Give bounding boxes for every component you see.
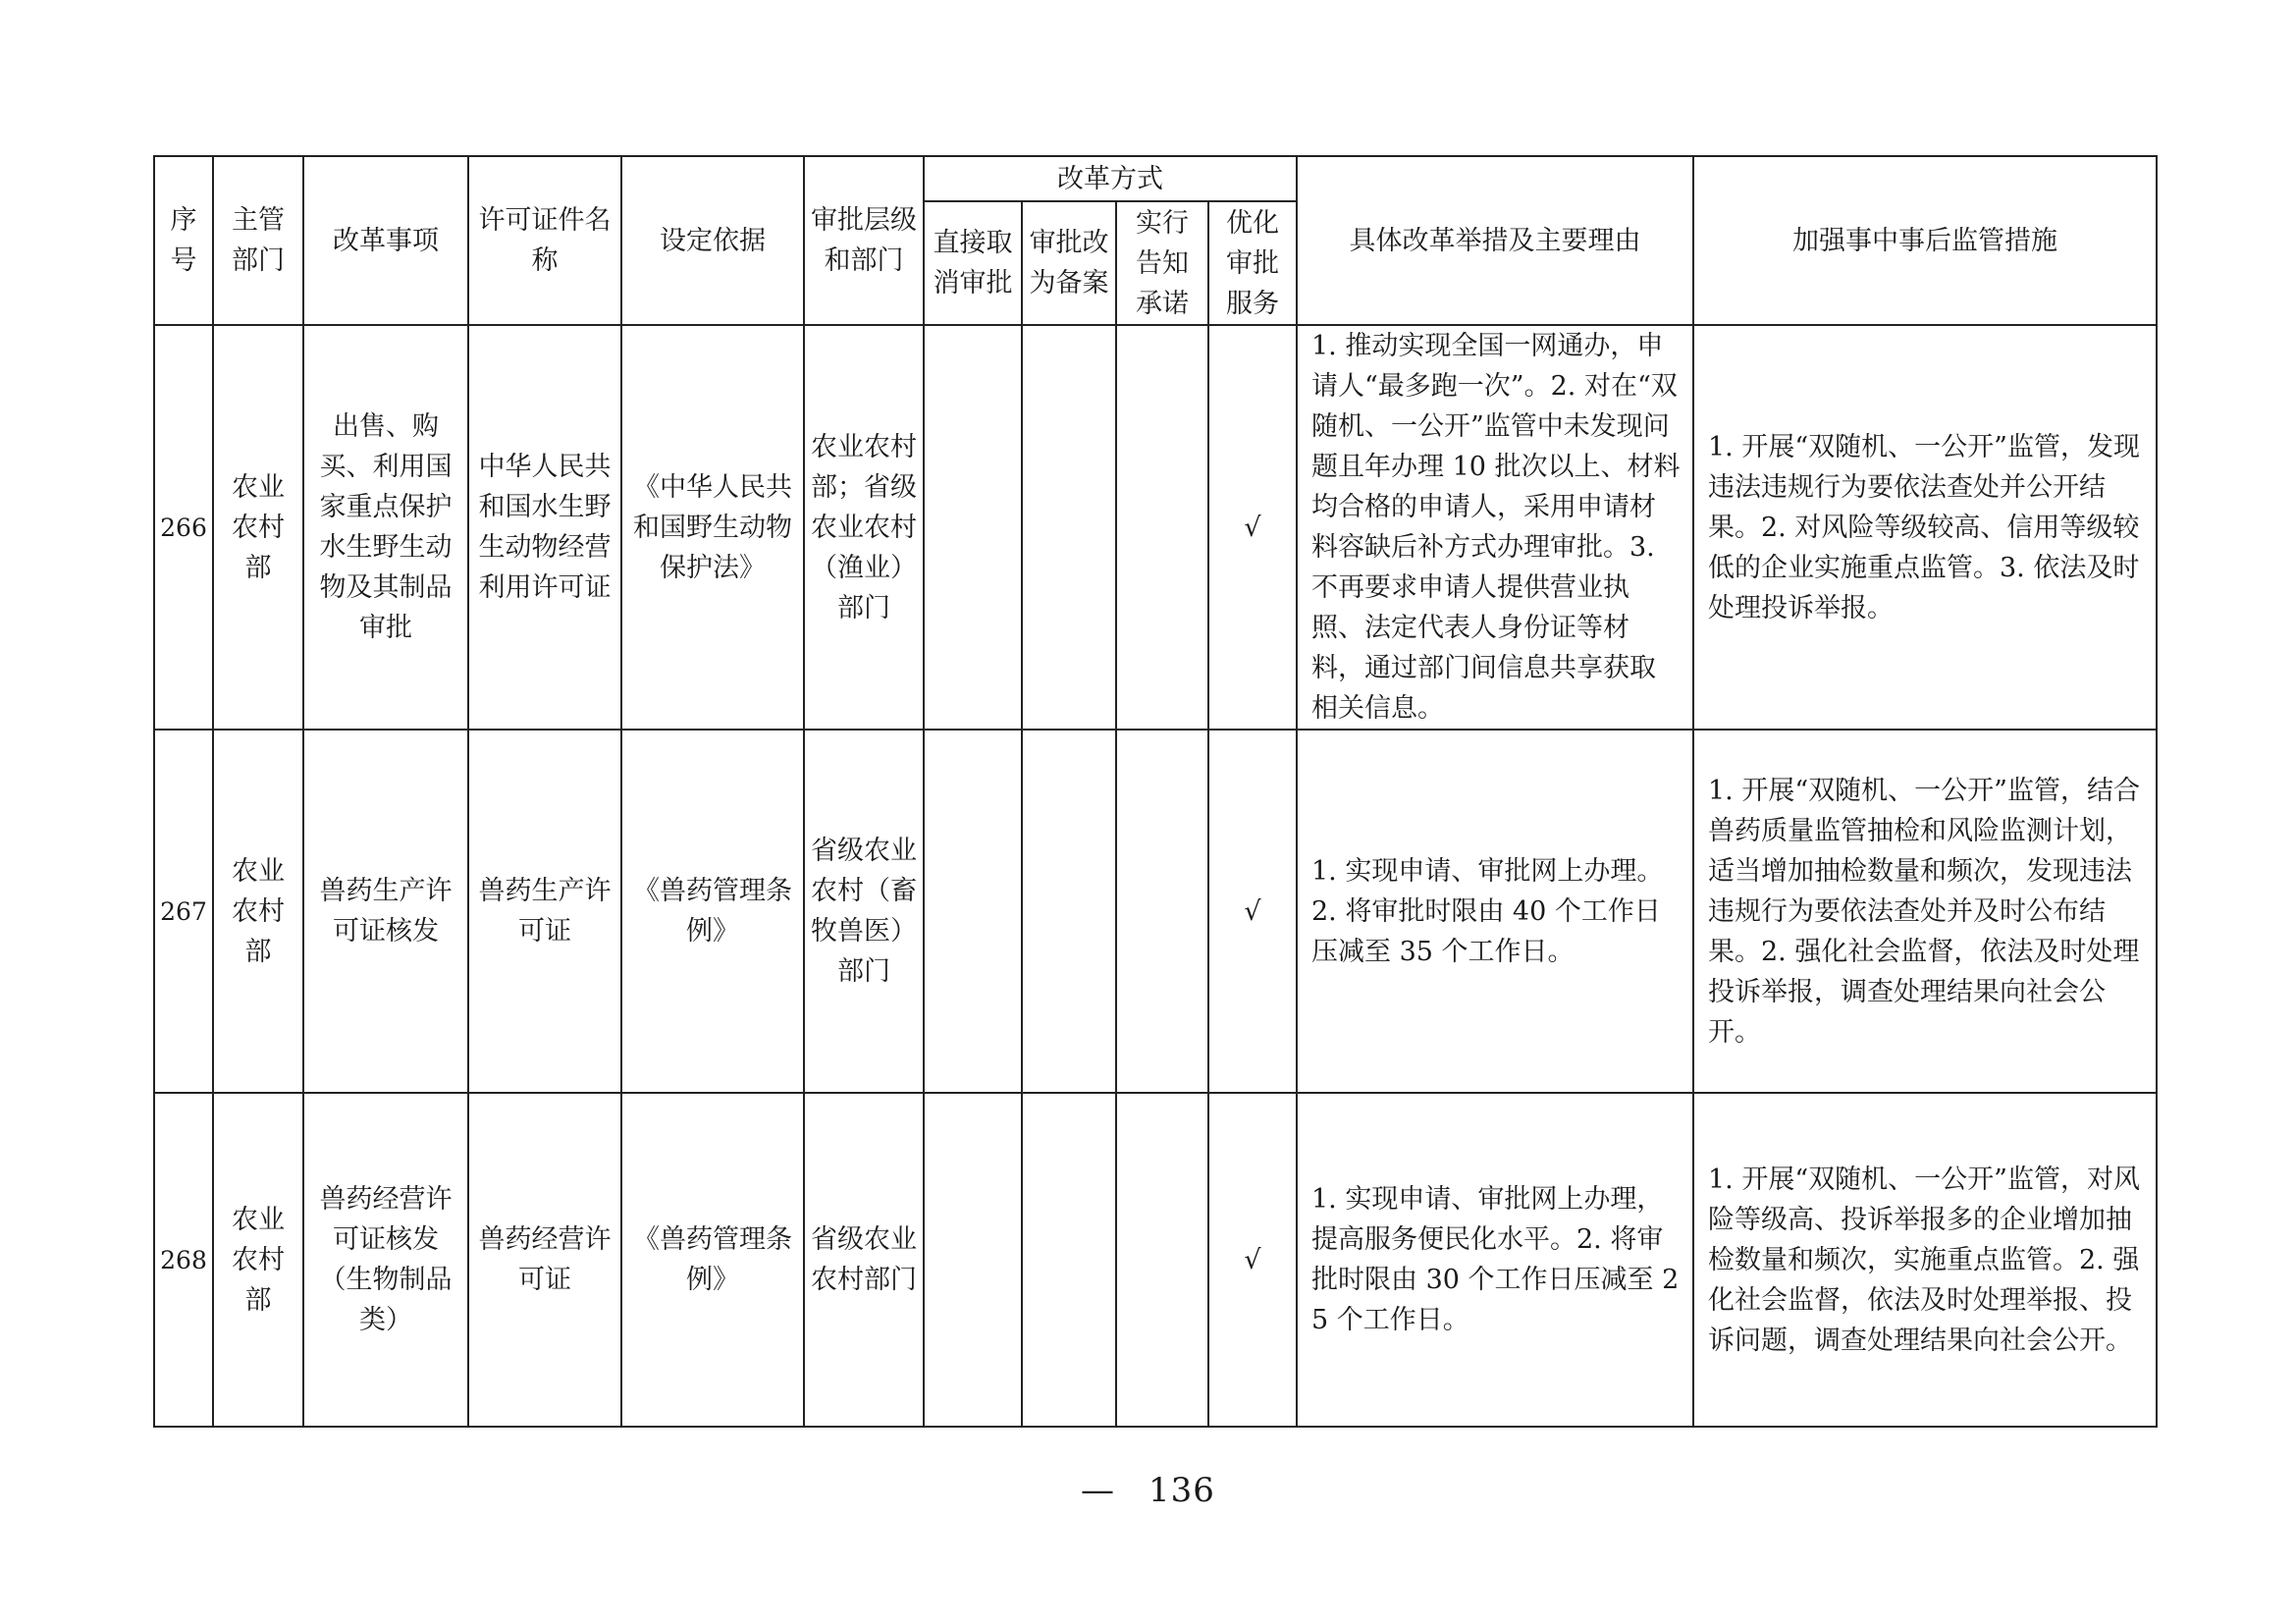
row-basis: 《兽药管理条例》 (621, 1093, 804, 1427)
row-basis: 《中华人民共和国野生动物保护法》 (621, 325, 804, 730)
row-supervision: 1. 开展“双随机、一公开”监管，对风险等级高、投诉举报多的企业增加抽检数量和频次，实施重点监管。2. 强化社会监督，依法及时处理举报、投诉问题，调查处理结果向社会公开。 (1693, 1093, 2157, 1427)
row-method-filing (1022, 325, 1116, 730)
row-dept: 农业农村部 (213, 1093, 303, 1427)
header-method-group: 改革方式 (924, 156, 1297, 201)
header-seq: 序号 (154, 156, 213, 325)
row-level: 农业农村部；省级农业农村（渔业）部门 (804, 325, 924, 730)
header-measures: 具体改革举措及主要理由 (1297, 156, 1693, 325)
row-method-optimize-check: √ (1208, 1093, 1297, 1427)
row-measures: 1. 实现申请、审批网上办理。2. 将审批时限由 40 个工作日压减至 35 个工作日。 (1297, 730, 1693, 1093)
row-method-filing (1022, 1093, 1116, 1427)
row-method-optimize-check: √ (1208, 325, 1297, 730)
table-row (154, 325, 2157, 730)
row-dept: 农业农村部 (213, 730, 303, 1093)
row-supervision: 1. 开展“双随机、一公开”监管，发现违法违规行为要依法查处并公开结果。2. 对风险等级较高、信用等级较低的企业实施重点监管。3. 依法及时处理投诉举报。 (1693, 325, 2157, 730)
page-number: 136 (1148, 1471, 1215, 1510)
row-level: 省级农业农村（畜牧兽医）部门 (804, 730, 924, 1093)
header-basis: 设定依据 (621, 156, 804, 325)
footer-dash: — (1081, 1471, 1116, 1510)
reform-table (153, 155, 2158, 1428)
row-method-filing (1022, 730, 1116, 1093)
header-item: 改革事项 (303, 156, 468, 325)
row-item: 兽药生产许可证核发 (303, 730, 468, 1093)
header-method-cancel: 直接取消审批 (924, 201, 1022, 325)
row-level: 省级农业农村部门 (804, 1093, 924, 1427)
page-footer (0, 1471, 2296, 1510)
row-method-commitment (1116, 730, 1208, 1093)
header-dept: 主管部门 (213, 156, 303, 325)
row-method-commitment (1116, 1093, 1208, 1427)
header-method-optimize: 优化审批服务 (1208, 201, 1297, 325)
table-row (154, 730, 2157, 1093)
row-method-commitment (1116, 325, 1208, 730)
row-measures: 1. 实现申请、审批网上办理，提高服务便民化水平。2. 将审批时限由 30 个工作日压减至 25 个工作日。 (1297, 1093, 1693, 1427)
header-supervision: 加强事中事后监管措施 (1693, 156, 2157, 325)
row-item: 出售、购买、利用国家重点保护水生野生动物及其制品审批 (303, 325, 468, 730)
row-measures: 1. 推动实现全国一网通办，申请人“最多跑一次”。2. 对在“双随机、一公开”监管中未发现问题且年办理 10 批次以上、材料均合格的申请人，采用申请材料容缺后补方式办理审批。3. 不再要求申请人提供营业执照、法定代表人身份证等材料，通过部门间信息共享获取相关信息。 (1297, 325, 1693, 730)
row-license: 中华人民共和国水生野生动物经营利用许可证 (468, 325, 621, 730)
header-license: 许可证件名称 (468, 156, 621, 325)
row-license: 兽药生产许可证 (468, 730, 621, 1093)
table-row (154, 1093, 2157, 1427)
row-method-optimize-check: √ (1208, 730, 1297, 1093)
row-item: 兽药经营许可证核发（生物制品类） (303, 1093, 468, 1427)
row-method-cancel (924, 1093, 1022, 1427)
row-supervision: 1. 开展“双随机、一公开”监管，结合兽药质量监管抽检和风险监测计划，适当增加抽检数量和频次，发现违法违规行为要依法查处并及时公布结果。2. 强化社会监督，依法及时处理投诉举报，调查处理结果向社会公开。 (1693, 730, 2157, 1093)
row-method-cancel (924, 730, 1022, 1093)
row-seq: 266 (154, 325, 213, 730)
row-method-cancel (924, 325, 1022, 730)
row-seq: 267 (154, 730, 213, 1093)
header-level: 审批层级和部门 (804, 156, 924, 325)
header-method-filing: 审批改为备案 (1022, 201, 1116, 325)
header-row-top (154, 156, 2157, 201)
row-license: 兽药经营许可证 (468, 1093, 621, 1427)
row-dept: 农业农村部 (213, 325, 303, 730)
row-basis: 《兽药管理条例》 (621, 730, 804, 1093)
header-method-commitment: 实行告知承诺 (1116, 201, 1208, 325)
row-seq: 268 (154, 1093, 213, 1427)
